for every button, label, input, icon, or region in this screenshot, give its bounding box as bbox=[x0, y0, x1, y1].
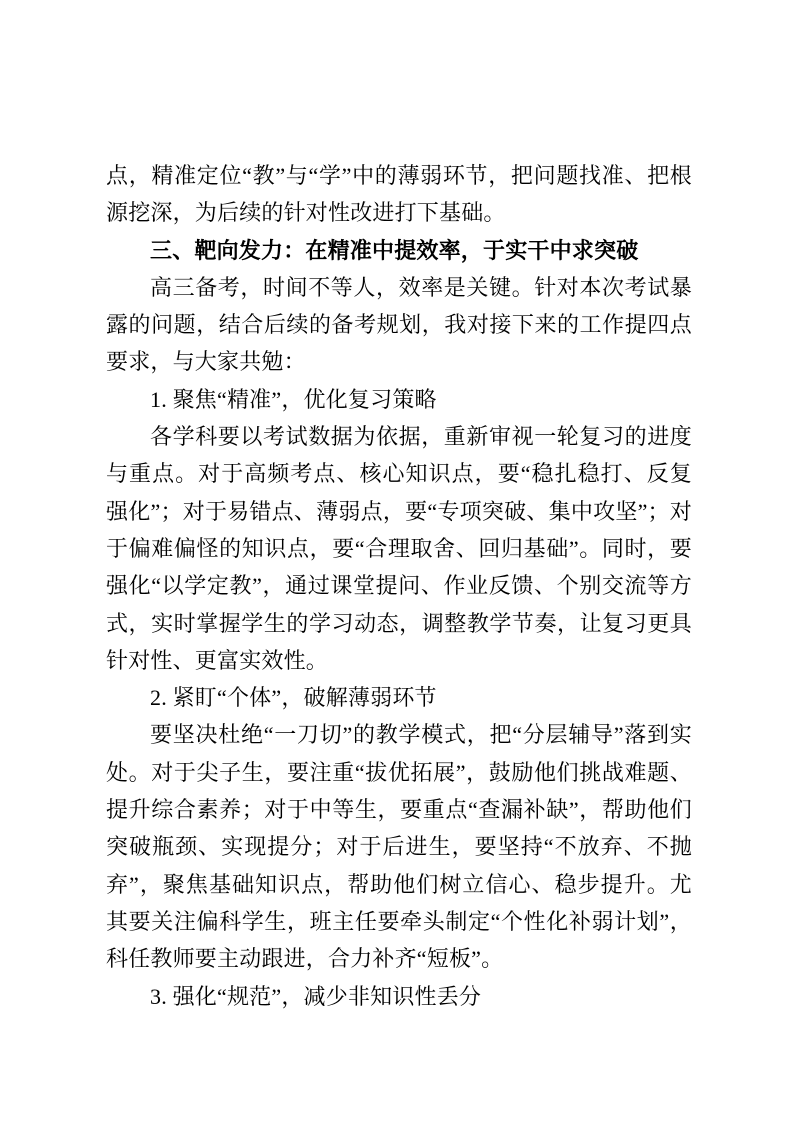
paragraph: 各学科要以考试数据为依据，重新审视一轮复习的进度与重点。对于高频考点、核心知识点，要“稳扎稳打、反复强化”；对于易错点、薄弱点，要“专项突破、集中攻坚”；对于偏难偏怪的知识点，要“合理取舍、回归基础”。同时，要强化“以学定教”，通过课堂提问、作业反馈、个别交流等方式，实时掌握学生的学习动态，调整教学节奏，让复习更具针对性、更富实效性。 bbox=[106, 424, 692, 673]
paragraph: 要坚决杜绝“一刀切”的教学模式，把“分层辅导”落到实处。对于尖子生，要注重“拔优拓展”，鼓励他们挑战难题、提升综合素养；对于中等生，要重点“查漏补缺”，帮助他们突破瓶颈、实现提分；对于后进生，要坚持“不放弃、不抛弃”，聚焦基础知识点，帮助他们树立信心、稳步提升。尤其要关注偏科学生，班主任要牵头制定“个性化补弱计划”，科任教师要主动跟进，合力补齐“短板”。 bbox=[106, 722, 692, 972]
paragraph: 1. 聚焦“精准”，优化复习策略 bbox=[150, 386, 437, 412]
paragraph: 2. 紧盯“个体”，破解薄弱环节 bbox=[150, 685, 437, 711]
paragraph: 高三备考，时间不等人，效率是关键。针对本次考试暴露的问题，结合后续的备考规划，我对接下来的工作提四点要求，与大家共勉： bbox=[106, 274, 692, 375]
paragraph: 点，精准定位“教”与“学”中的薄弱环节，把问题找准、把根源挖深，为后续的针对性改进打下基础。 bbox=[106, 163, 692, 226]
section-heading: 三、靶向发力：在精准中提效率，于实干中求突破 bbox=[150, 237, 639, 263]
paragraph: 3. 强化“规范”，减少非知识性丢分 bbox=[150, 983, 482, 1009]
